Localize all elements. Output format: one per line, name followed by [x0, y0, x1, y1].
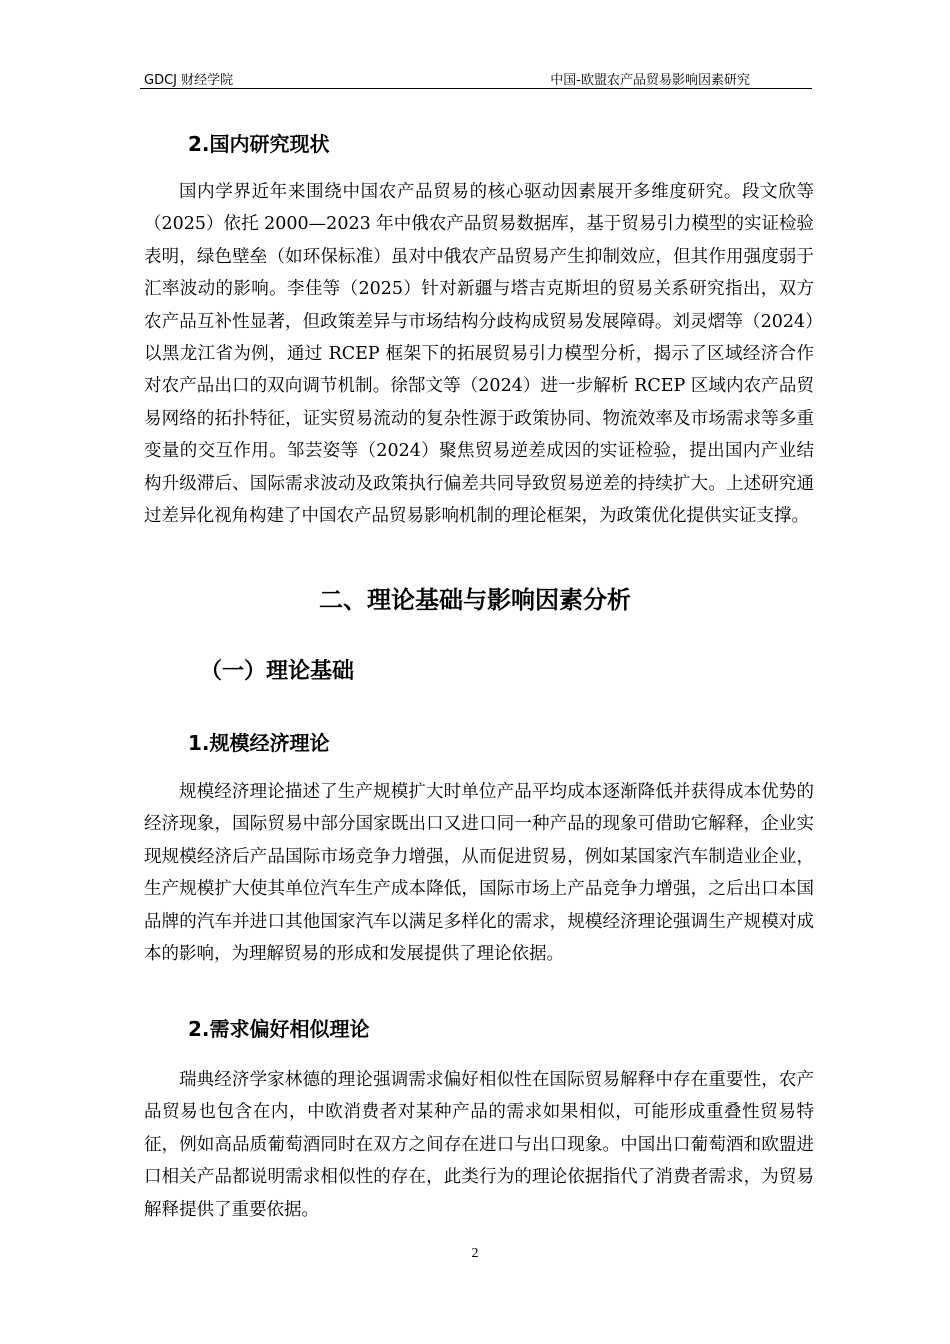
paragraph-scale-economy: 规模经济理论描述了生产规模扩大时单位产品平均成本逐渐降低并获得成本优势的经济现象，国际贸易中部分国家既出口又进口同一种产品的现象可借助它解释，企业实现规模经济后产品国际市场竞争力增强，从而促进贸易，例如某国家汽车制造业企业，生产规模扩大使其单位汽车生产成本降低，国际市场上产品竞争力增强，之后出口本国品牌的汽车并进口其他国家汽车以满足多样化的需求，规模经济理论强调生产规模对成本的影响，为理解贸易的形成和发展提供了理论依据。: [144, 782, 814, 965]
paragraph-demand-preference: 瑞典经济学家林德的理论强调需求偏好相似性在国际贸易解释中存在重要性，农产品贸易也包含在内，中欧消费者对某种产品的需求如果相似，可能形成重叠性贸易特征，例如高品质葡萄酒同时在双方之间存在进口与出口现象。中国出口葡萄酒和欧盟进口相关产品都说明需求相似性的存在，此类行为的理论依据指代了消费者需求，为贸易解释提供了重要依据。: [144, 1070, 814, 1220]
chapter-title: 二、理论基础与影响因素分析: [319, 586, 631, 614]
page-number: 2: [471, 1246, 479, 1261]
page-header: [140, 66, 812, 89]
paragraph-domestic-research: 国内学界近年来围绕中国农产品贸易的核心驱动因素展开多维度研究。段文欣等（2025）依托 2000—2023 年中俄农产品贸易数据库，基于贸易引力模型的实证检验表明，绿色壁垒（如环保标准）虽对中俄农产品贸易产生抑制效应，但其作用强度弱于汇率波动的影响。李佳等（2025）针对新疆与塔吉克斯坦的贸易关系研究指出，双方农产品互补性显著，但政策差异与市场结构分歧构成贸易发展障碍。刘灵熠等（2024）以黑龙江省为例，通过 RCEP 框架下的拓展贸易引力模型分析，揭示了区域经济合作对农产品出口的双向调节机制。徐郜文等（2024）进一步解析 RCEP 区域内农产品贸易网络的拓扑特征，证实贸易流动的复杂性源于政策协同、物流效率及市场需求等多重变量的交互作用。邹芸姿等（2024）聚焦贸易逆差成因的实证检验，提出国内产业结构升级滞后、国际需求波动及政策执行偏差共同导致贸易逆差的持续扩大。上述研究通过差异化视角构建了中国农产品贸易影响机制的理论框架，为政策优化提供实证支撑。: [144, 182, 814, 527]
section-title-scale-economy: 1.规模经济理论: [188, 731, 330, 755]
header-document-title: 中国-欧盟农产品贸易影响因素研究: [550, 73, 750, 88]
header-school-name: GDCJ 财经学院: [144, 73, 234, 88]
subchapter-title: （一）理论基础: [200, 659, 355, 684]
section-title-demand-preference: 2.需求偏好相似理论: [188, 1017, 370, 1041]
section-title-domestic-research: 2.国内研究现状: [188, 132, 330, 156]
